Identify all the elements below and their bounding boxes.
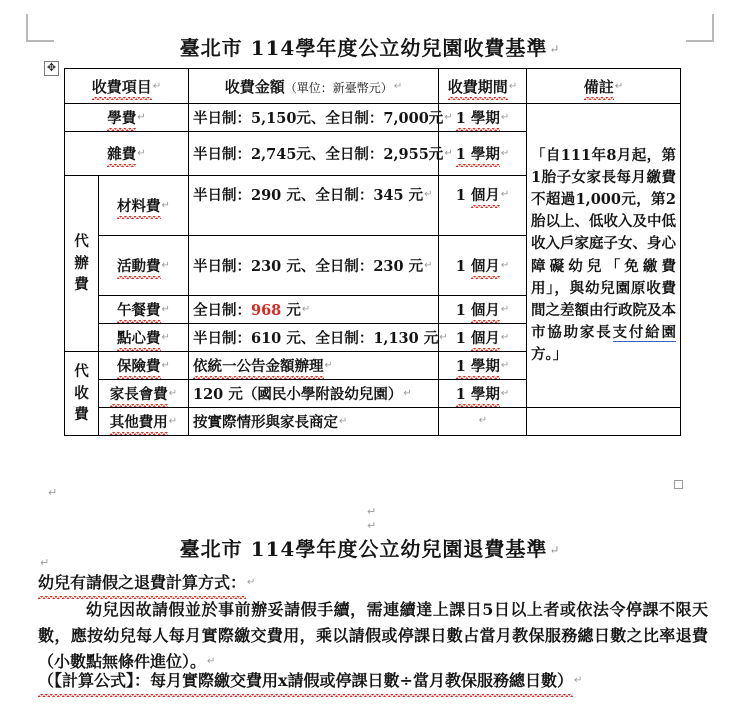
table-resize-handle[interactable] bbox=[674, 480, 683, 489]
pilcrow-mark: ↵ bbox=[573, 675, 583, 686]
pilcrow-mark: ↵ bbox=[500, 304, 510, 315]
pilcrow-mark: ↵ bbox=[403, 388, 412, 399]
row-item-other-fees: 其他費用↵ bbox=[99, 408, 189, 436]
page-title-refund-standard-text: 臺北市 114學年度公立幼兒園退費基準 bbox=[179, 537, 548, 561]
row-amount-activity: 半日制：230 元、全日制：230 元↵ bbox=[189, 236, 439, 296]
row-item-lunch: 午餐費↵ bbox=[99, 296, 189, 324]
pilcrow-mark: ↵ bbox=[444, 112, 453, 123]
pilcrow-mark: ↵ bbox=[549, 543, 561, 557]
page-title-refund-standard bbox=[0, 533, 740, 562]
pilcrow-mark: ↵ bbox=[161, 360, 170, 371]
row-amount-material: 半日制：290 元、全日制：345 元↵ bbox=[189, 176, 439, 236]
row-amount-misc: 半日制：2,745元、全日制：2,955元↵ bbox=[189, 132, 439, 176]
row-amount-snack: 半日制：610 元、全日制：1,130 元↵ bbox=[189, 324, 439, 352]
row-item-material: 材料費↵ bbox=[99, 176, 189, 236]
row-remark-other-fees bbox=[527, 408, 681, 436]
header-cell-remark: 備註↵ bbox=[527, 69, 681, 104]
pilcrow-mark: ↵ bbox=[161, 332, 170, 343]
row-period-lunch: 1 個月↵ bbox=[439, 296, 527, 324]
pilcrow-mark: ↵ bbox=[614, 80, 624, 92]
refund-lead-line bbox=[38, 570, 708, 596]
pilcrow-mark: ↵ bbox=[500, 112, 510, 123]
row-group-daishou-label: 代 收 費 bbox=[74, 362, 89, 424]
row-item-tuition: 學費↵ bbox=[65, 104, 189, 132]
pilcrow-mark: ↵ bbox=[393, 80, 403, 92]
table-header-row bbox=[65, 69, 681, 104]
page-title-fee-standard-text: 臺北市 114學年度公立幼兒園收費基準 bbox=[179, 36, 548, 60]
row-amount-tuition: 半日制：5,150元、全日制：7,000元↵ bbox=[189, 104, 439, 132]
pilcrow-mark: ↵ bbox=[161, 200, 170, 211]
header-cell-amount: 收費金額（單位：新臺幣元）↵ bbox=[189, 69, 439, 104]
row-item-activity: 活動費↵ bbox=[99, 236, 189, 296]
refund-formula-line bbox=[38, 668, 708, 694]
pilcrow-mark: ↵ bbox=[40, 556, 50, 569]
refund-lead-text: 幼兒有請假之退費計算方式： bbox=[38, 570, 246, 596]
pilcrow-mark: ↵ bbox=[161, 304, 170, 315]
pilcrow-mark: ↵ bbox=[339, 416, 348, 427]
pilcrow-mark: ↵ bbox=[367, 519, 377, 532]
pilcrow-mark: ↵ bbox=[500, 388, 510, 399]
pilcrow-mark: ↵ bbox=[478, 415, 488, 426]
row-item-snack: 點心費↵ bbox=[99, 324, 189, 352]
pilcrow-mark: ↵ bbox=[424, 189, 433, 200]
pilcrow-mark: ↵ bbox=[48, 486, 58, 499]
row-amount-other-fees: 按實際情形與家長商定↵ bbox=[189, 408, 439, 436]
table-row[interactable] bbox=[65, 104, 681, 132]
table-move-handle-icon[interactable]: ✥ bbox=[44, 61, 59, 76]
pilcrow-mark: ↵ bbox=[161, 260, 170, 271]
pilcrow-mark: ↵ bbox=[424, 260, 433, 271]
row-group-daiban-label: 代 辦 費 bbox=[74, 232, 89, 294]
remark-hyperlink-text[interactable]: 支付給園 bbox=[612, 323, 676, 341]
refund-paragraph-text: 幼兒因故請假並於事前辦妥請假手續，需連續達上課日5日以上者或依法令停課不限天數，應按幼兒每人每月實際繳交費用，乘以請假或停課日數占當月教保服務總日數之比率退費（小數點無條件進位）。 bbox=[38, 600, 708, 671]
row-amount-lunch: 全日制：968 元↵ bbox=[189, 296, 439, 324]
row-amount-parent-association: 120 元（國民小學附設幼兒園）↵ bbox=[189, 380, 439, 408]
row-item-misc: 雜費↵ bbox=[65, 132, 189, 176]
pilcrow-mark: ↵ bbox=[500, 360, 510, 371]
row-period-tuition: 1 學期↵ bbox=[439, 104, 527, 132]
pilcrow-mark: ↵ bbox=[207, 655, 216, 667]
pilcrow-mark: ↵ bbox=[549, 42, 561, 56]
pilcrow-mark: ↵ bbox=[168, 416, 178, 427]
row-period-parent-association: 1 學期↵ bbox=[439, 380, 527, 408]
row-group-daishou bbox=[65, 352, 99, 436]
refund-formula-text: （【計算公式】：每月實際繳交費用x請假或停課日數÷當月教保服務總日數） bbox=[38, 668, 573, 694]
pilcrow-mark: ↵ bbox=[137, 148, 146, 159]
row-period-other-fees bbox=[439, 408, 527, 436]
pilcrow-mark: ↵ bbox=[247, 577, 256, 588]
row-amount-insurance: 依統一公告金額辦理↵ bbox=[189, 352, 439, 380]
header-cell-amount-unit: （單位：新臺幣元） bbox=[284, 80, 393, 95]
pilcrow-mark: ↵ bbox=[500, 189, 510, 200]
refund-paragraph bbox=[38, 597, 708, 675]
row-period-activity: 1 個月↵ bbox=[439, 236, 527, 296]
row-period-misc: 1 學期↵ bbox=[439, 132, 527, 176]
row-period-material: 1 個月↵ bbox=[439, 176, 527, 236]
pilcrow-mark: ↵ bbox=[137, 112, 146, 123]
pilcrow-mark: ↵ bbox=[168, 388, 178, 399]
row-item-insurance: 保險費↵ bbox=[99, 352, 189, 380]
pilcrow-mark: ↵ bbox=[152, 80, 162, 92]
row-item-parent-association: 家長會費↵ bbox=[99, 380, 189, 408]
row-group-daiban bbox=[65, 176, 99, 352]
row-remark-merged: 「自111年8月起，第1胎子女家長每月繳費不超過1,000元，第2胎以上、低收入及中低收入戶家庭子女、身心障礙幼兒「免繳費用」，與幼兒園原收費間之差額由行政院及本市協助家長支付給園方。」 bbox=[527, 104, 681, 408]
header-cell-item: 收費項目↵ bbox=[65, 69, 189, 104]
pilcrow-mark: ↵ bbox=[439, 332, 448, 343]
row-amount-lunch-highlight: 968 bbox=[251, 302, 282, 319]
page-title-fee-standard bbox=[0, 32, 740, 61]
pilcrow-mark: ↵ bbox=[500, 332, 510, 343]
pilcrow-mark: ↵ bbox=[367, 505, 377, 518]
pilcrow-mark: ↵ bbox=[301, 304, 311, 315]
pilcrow-mark: ↵ bbox=[508, 80, 518, 92]
pilcrow-mark: ↵ bbox=[500, 260, 510, 271]
row-period-insurance: 1 學期↵ bbox=[439, 352, 527, 380]
pilcrow-mark: ↵ bbox=[324, 360, 333, 371]
table-row[interactable] bbox=[65, 408, 681, 436]
pilcrow-mark: ↵ bbox=[444, 148, 453, 159]
header-cell-period: 收費期間↵ bbox=[439, 69, 527, 104]
row-period-snack: 1 個月↵ bbox=[439, 324, 527, 352]
pilcrow-mark: ↵ bbox=[500, 148, 510, 159]
fee-standard-table[interactable] bbox=[64, 68, 681, 436]
